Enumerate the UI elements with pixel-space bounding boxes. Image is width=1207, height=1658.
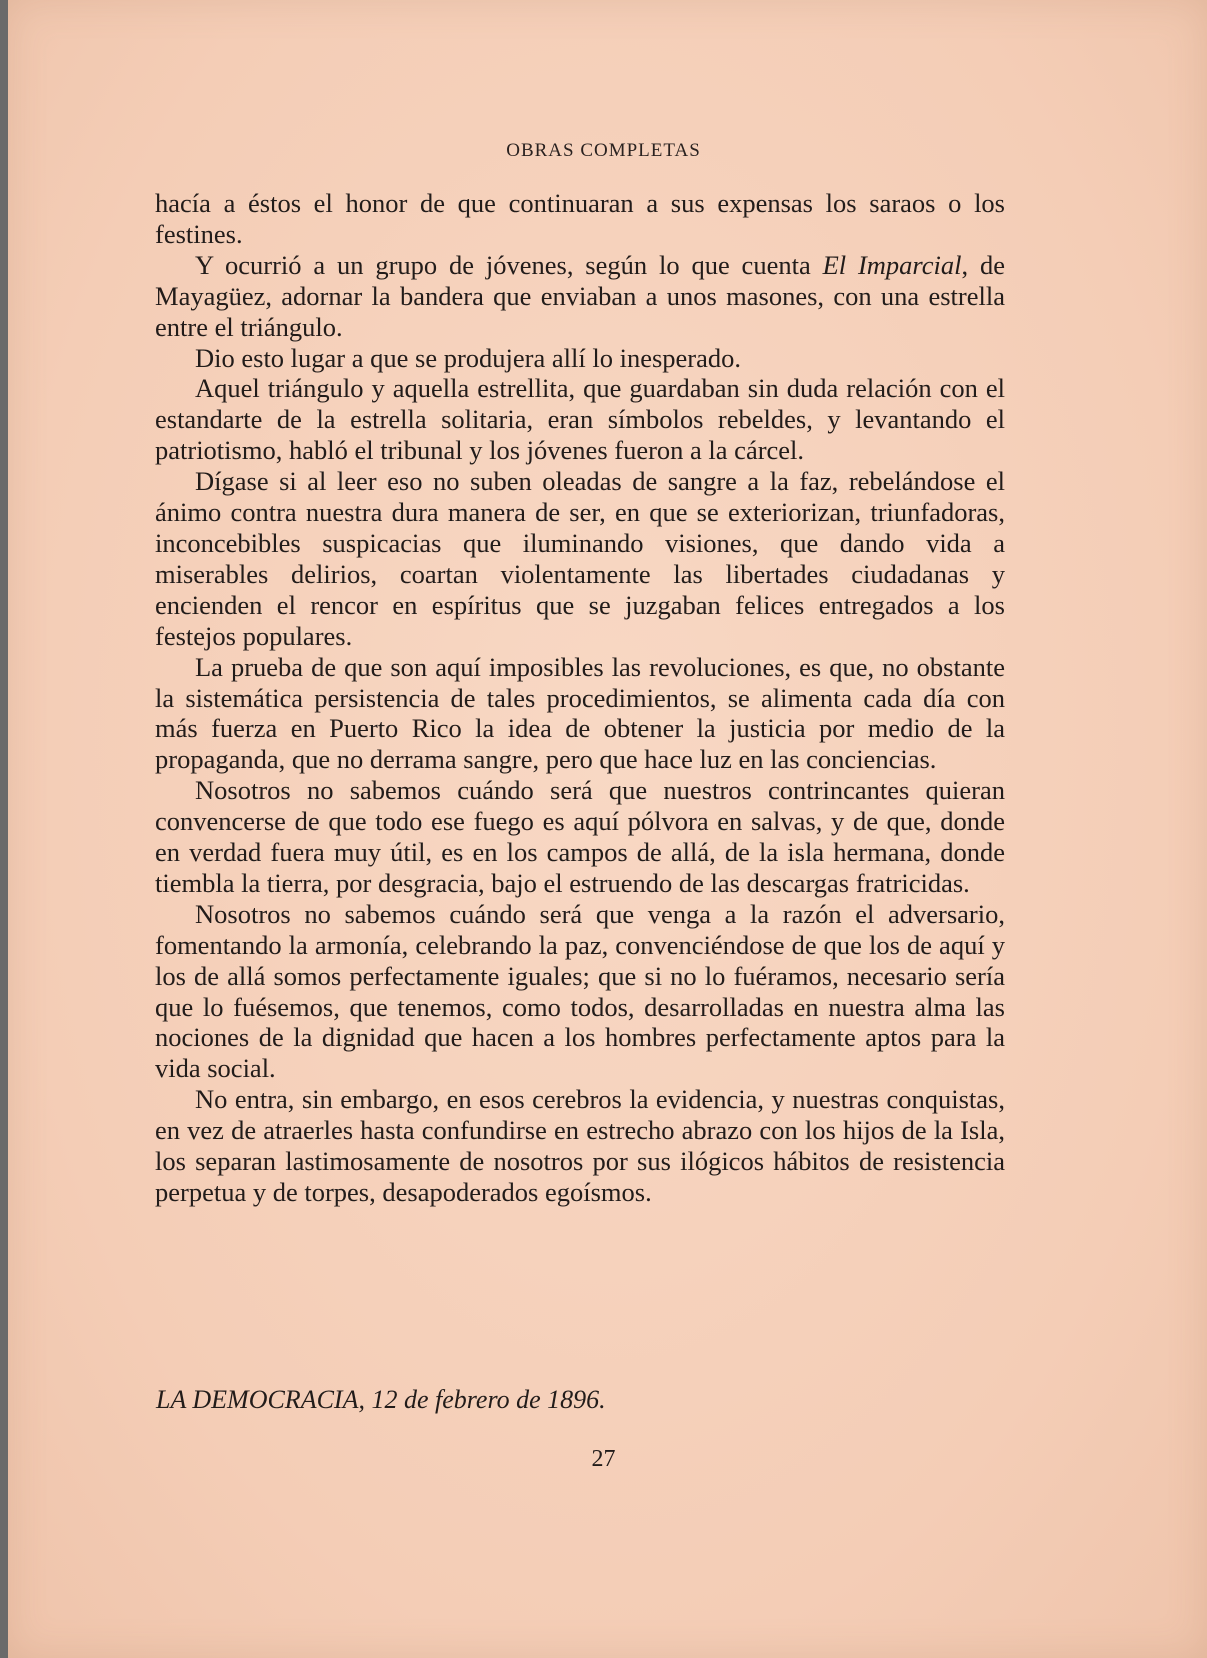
running-head: OBRAS COMPLETAS bbox=[506, 140, 701, 161]
paragraph: Aquel triángulo y aquella estrellita, que guardaban sin duda relación con el estandarte de la estrella solitaria, eran símbolos rebeldes, y levantando el patriotismo, habló el tribunal y los jóvenes fueron a la cárcel. bbox=[155, 373, 1005, 466]
paragraph: La prueba de que son aquí imposibles las revoluciones, es que, no obstante la sistemática persistencia de tales procedimientos, se alimenta cada día con más fuerza en Puerto Rico la idea de obtener la justicia por medio de la propaganda, que no derrama sangre, pero que hace luz en las conciencias. bbox=[155, 651, 1005, 775]
newspaper-title: El Imparcial bbox=[822, 249, 962, 280]
paragraph: Dio esto lugar a que se produjera allí lo inesperado. bbox=[195, 342, 742, 373]
paragraph: hacía a éstos el honor de que continuaran a sus expensas los saraos o los festines. bbox=[155, 188, 1005, 249]
source-signature: LA DEMOCRACIA, 12 de febrero de 1896. bbox=[156, 1385, 606, 1414]
paragraph-text: , de Mayagüez, adornar la bandera que enviaban a unos masones, con una estrella entre el triángulo. bbox=[155, 249, 1005, 342]
paragraph: Dígase si al leer eso no suben oleadas de sangre a la faz, rebelándose el ánimo contra nuestra dura manera de ser, en que se exteriorizan, triunfadoras, inconcebibles suspicacias que iluminando visiones, que dando vida a miserables delirios, coartan violentamente las libertades ciudadanas y encienden el rencor en espíritus que se juzgaban felices entregados a los festejos populares. bbox=[155, 466, 1005, 651]
paragraph: Nosotros no sabemos cuándo será que nuestros contrincantes quieran convencerse de que todo ese fuego es aquí pólvora en salvas, y de que, donde en verdad fuera muy útil, es en los campos de allá, de la isla hermana, donde tiembla la tierra, por desgracia, bajo el estruendo de las descargas fratricidas. bbox=[155, 775, 1005, 898]
paragraph: No entra, sin embargo, en esos cerebros la evidencia, y nuestras conquistas, en vez de atraerles hasta confundirse en estrecho abrazo con los hijos de la Isla, los separan lastimosamente de nosotros por sus ilógicos hábitos de resistencia perpetua y de torpes, desapoderados egoísmos. bbox=[155, 1084, 1005, 1207]
paragraph bbox=[155, 250, 1005, 343]
paragraph-text: Y ocurrió a un grupo de jóvenes, según lo que cuenta bbox=[195, 249, 823, 280]
paragraph: Nosotros no sabemos cuándo será que venga a la razón el adversario, fomentando la armonía, celebrando la paz, convenciéndose de que los de aquí y los de allá somos perfectamente iguales; que si no lo fuéramos, necesario sería que lo fuésemos, que tenemos, como todos, desarrolladas en nuestra alma las nociones de la dignidad que hacen a los hombres perfectamente aptos para la vida social. bbox=[155, 898, 1005, 1084]
page-number: 27 bbox=[591, 1446, 616, 1472]
article-body bbox=[155, 188, 1005, 1208]
